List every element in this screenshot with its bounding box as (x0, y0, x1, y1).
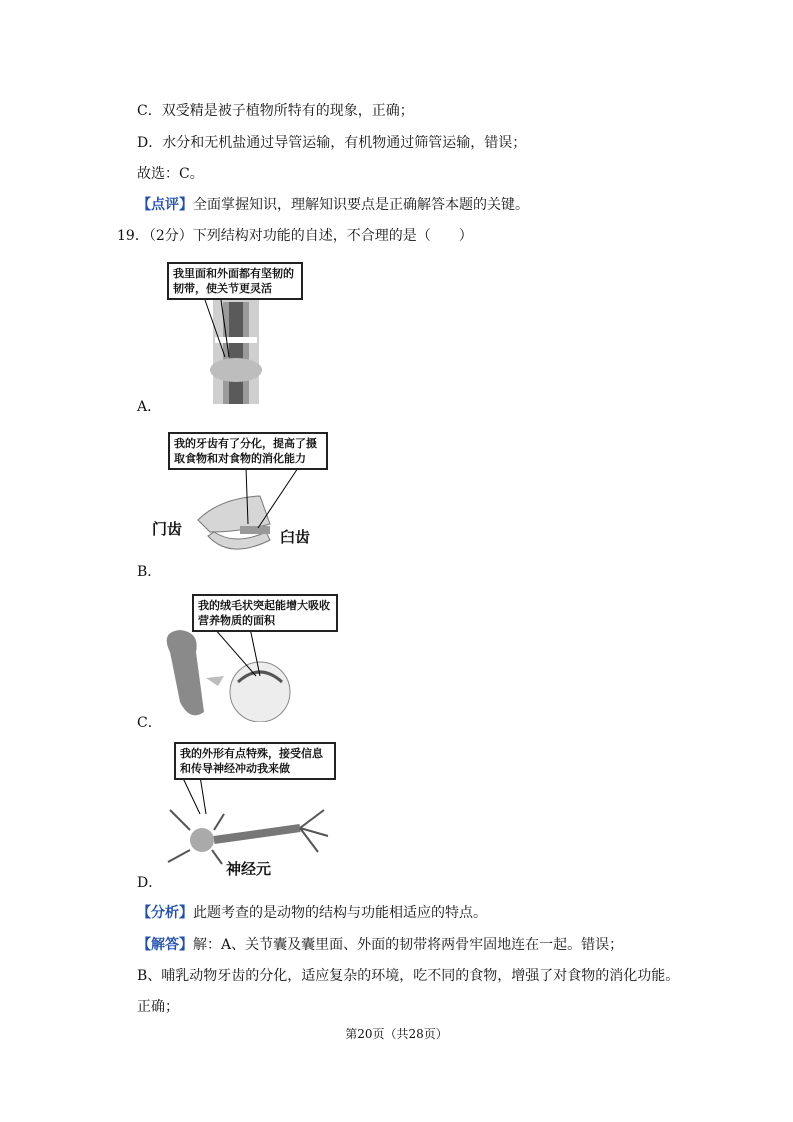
solution-line-3: 正确； (137, 999, 179, 1015)
comment-tag: 【点评】 (137, 197, 193, 213)
incisor-label: 门齿 (152, 520, 183, 538)
question-19: 19．（2分）下列结构对功能的自述，不合理的是（ ） (117, 228, 473, 244)
option-d-figure (160, 740, 340, 880)
neuron-label: 神经元 (226, 860, 272, 878)
option-c-figure (160, 592, 330, 722)
option-c-label: C． (137, 715, 162, 731)
analysis-line (137, 903, 487, 923)
callout-c: 我的绒毛状突起能增大吸收营养物质的面积 (192, 594, 338, 632)
page-footer: 第20页（共28页） (345, 1027, 448, 1041)
option-a-label: A． (137, 399, 162, 415)
solution-line-2: B、哺乳动物牙齿的分化，适应复杂的环境，吃不同的食物，增强了对食物的消化功能。 (137, 968, 680, 984)
option-b-label: B． (137, 564, 162, 580)
solution-line-1 (137, 935, 623, 955)
solution-text: 解：A、关节囊及囊里面、外面的韧带将两骨牢固地连在一起。错误； (193, 937, 624, 953)
comment-text: 全面掌握知识，理解知识要点是正确解答本题的关键。 (193, 197, 529, 213)
callout-a: 我里面和外面都有坚韧的韧带，使关节更灵活 (167, 262, 303, 300)
option-c-previous: C．双受精是被子植物所特有的现象，正确； (137, 103, 414, 119)
callout-b: 我的牙齿有了分化，提高了摄取食物和对食物的消化能力 (168, 432, 328, 470)
option-d-label: D． (137, 875, 163, 891)
comment-line (137, 195, 529, 215)
option-a-figure (165, 262, 295, 404)
molar-label: 臼齿 (280, 528, 311, 546)
analysis-tag: 【分析】 (137, 905, 193, 921)
answer-previous: 故选：C。 (137, 166, 204, 182)
solution-tag: 【解答】 (137, 937, 193, 953)
callout-d: 我的外形有点特殊，接受信息和传导神经冲动我来做 (174, 742, 336, 780)
option-b-figure (150, 428, 320, 568)
analysis-text: 此题考查的是动物的结构与功能相适应的特点。 (193, 905, 487, 921)
option-d-previous: D．水分和无机盐通过导管运输，有机物通过筛管运输，错误； (137, 135, 527, 151)
